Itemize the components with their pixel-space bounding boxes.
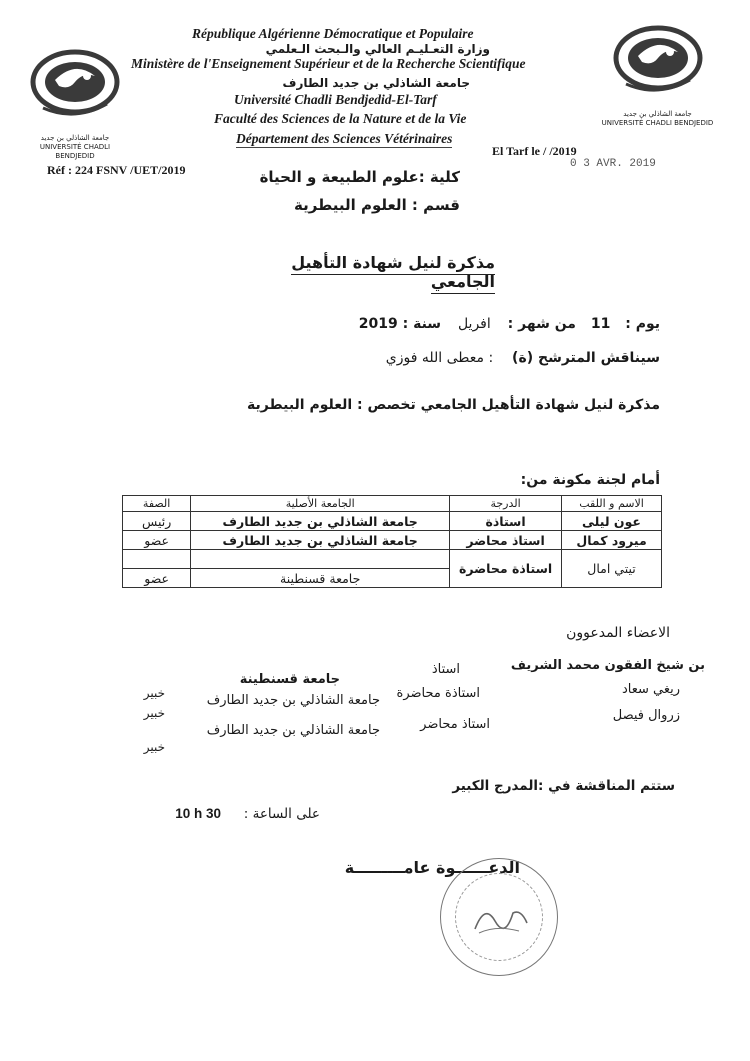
table-row: [123, 531, 662, 550]
table-row: [123, 550, 662, 569]
invited-university: جامعة قسنطينة: [239, 672, 340, 687]
year-value: 2019: [358, 316, 398, 332]
cell-university: جامعة الشاذلي بن جديد الطارف: [191, 531, 450, 550]
invited-university: جامعة الشاذلي بن جديد الطارف: [206, 723, 380, 738]
logo-caption-fr: UNIVERSITÉ CHADLI BENDJEDID: [39, 143, 111, 160]
table-row: [123, 512, 662, 531]
cell-name: تيتي امال: [562, 550, 662, 588]
candidate-name: : معطى الله فوزي: [385, 350, 494, 366]
university-emblem-icon: [608, 18, 708, 110]
university-logo-left: [20, 42, 130, 161]
header-university-ar: جامعة الشاذلي بن جديد الطارف: [282, 76, 470, 90]
header-ministry-ar: وزارة التعـليـم العالي والـبحث الـعلمي: [265, 42, 490, 56]
cell-name: ميرود كمال: [562, 531, 662, 550]
cell-grade: استاذ محاضر: [450, 531, 562, 550]
cell-university: جامعة الشاذلي بن جديد الطارف: [191, 512, 450, 531]
col-role: الصفة: [123, 496, 191, 512]
logo-caption-ar: جامعة الشاذلي بن جديد: [623, 110, 692, 118]
logo-caption-ar: جامعة الشاذلي بن جديد: [40, 134, 110, 142]
day-label: يوم :: [625, 316, 660, 332]
year-label: سنة :: [402, 316, 442, 332]
university-emblem-icon: [25, 42, 125, 134]
candidate-label: سيناقش المترشح (ة): [512, 350, 660, 366]
reference-number: Réf : 224 FSNV /UET/2019: [47, 163, 186, 177]
time-label: على الساعة :: [243, 806, 320, 822]
closing-invitation: الدعــــــوة عامـــــــــة: [344, 858, 520, 877]
cell-university: جامعة قسنطينة: [191, 569, 450, 588]
cell-grade: استاذة محاضرة: [450, 550, 562, 588]
invited-grade: استاذ: [431, 662, 460, 677]
cell-grade: استاذة: [450, 512, 562, 531]
cell-role: [123, 550, 191, 569]
header-faculty-fr: Faculté des Sciences de la Nature et de la Vie: [214, 111, 467, 126]
invited-grade: استاذة محاضرة: [396, 686, 480, 701]
invited-name: زروال فيصل: [612, 708, 680, 723]
month-label: من شهر :: [507, 316, 576, 332]
cell-role: عضو: [123, 531, 191, 550]
header-university-fr: Université Chadli Bendjedid-El-Tarf: [234, 92, 437, 107]
venue: ستتم المناقشة في :المدرج الكبير: [452, 778, 675, 794]
official-stamp: [440, 858, 558, 976]
invited-role: خبير: [143, 686, 165, 700]
date-stamp: 0 3 AVR. 2019: [570, 158, 656, 170]
col-name: الاسم و اللقب: [562, 496, 662, 512]
cell-name: عون ليلى: [562, 512, 662, 531]
jury-heading: أمام لجنة مكونة من:: [520, 472, 660, 488]
invited-university: جامعة الشاذلي بن جديد الطارف: [206, 693, 380, 708]
header-republic: République Algérienne Démocratique et Populaire: [192, 26, 474, 41]
university-logo-right: [600, 18, 715, 128]
invited-name: بن شيخ الفقون محمد الشريف: [510, 658, 705, 673]
month-value: افريل: [457, 316, 491, 332]
invited-grade: استاذ محاضر: [420, 717, 490, 732]
header-department-fr: Département des Sciences Vétérinaires: [236, 131, 453, 146]
logo-caption-fr: UNIVERSITÉ CHADLI BENDJEDID: [601, 119, 714, 127]
candidate-line: [360, 350, 660, 366]
time-value: 10 h 30: [175, 806, 222, 821]
time-line: [170, 806, 320, 826]
invited-name: ريغي سعاد: [621, 682, 680, 697]
cell-university: [191, 550, 450, 569]
thesis-specialty: مذكرة لنيل شهادة التأهيل الجامعي تخصص : العلوم البيطرية: [247, 397, 660, 413]
day-value: 11: [590, 316, 611, 332]
faculty-ar: كلية :علوم الطبيعة و الحياة: [259, 168, 460, 186]
document-title: مذكرة لنيل شهادة التأهيل الجامعي: [255, 253, 495, 291]
jury-table: [122, 495, 662, 588]
cell-role: عضو: [123, 569, 191, 588]
col-grade: الدرجة: [450, 496, 562, 512]
schedule-date: [360, 316, 660, 338]
signature-icon: [471, 899, 531, 939]
header-ministry-fr: Ministère de l'Enseignement Supérieur et de la Recherche Scientifique: [131, 56, 526, 71]
department-ar: قسم : العلوم البيطرية: [294, 196, 460, 214]
invited-role: خبير: [143, 706, 165, 720]
place-date: El Tarf le / /2019: [492, 144, 577, 158]
invited-heading: الاعضاء المدعوون: [566, 625, 670, 641]
col-university: الجامعة الأصلية: [191, 496, 450, 512]
cell-role: رئيس: [123, 512, 191, 531]
invited-role: خبير: [143, 740, 165, 754]
